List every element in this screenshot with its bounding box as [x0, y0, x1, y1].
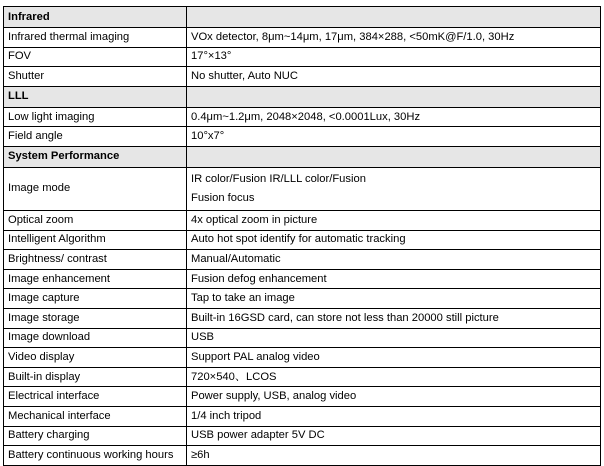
spec-label: Battery continuous working hours	[4, 446, 187, 466]
spec-value: VOx detector, 8μm~14μm, 17μm, 384×288, <50mK@F/1.0, 30Hz	[187, 28, 601, 48]
table-row	[4, 167, 601, 210]
section-title: Infrared	[4, 7, 187, 28]
spec-value-line: IR color/Fusion IR/LLL color/Fusion	[191, 172, 366, 185]
spec-label: Image enhancement	[4, 269, 187, 289]
spec-label: Image mode	[4, 167, 187, 210]
spec-label: Infrared thermal imaging	[4, 28, 187, 48]
spec-value: 4x optical zoom in picture	[187, 210, 601, 230]
spec-label: Intelligent Algorithm	[4, 230, 187, 250]
table-row	[4, 67, 601, 87]
spec-value: Auto hot spot identify for automatic tracking	[187, 230, 601, 250]
spec-value: 720×540、LCOS	[187, 367, 601, 387]
table-row	[4, 47, 601, 67]
spec-value: Support PAL analog video	[187, 348, 601, 368]
table-row	[4, 28, 601, 48]
spec-label: Built-in display	[4, 367, 187, 387]
spec-value: 17°×13°	[187, 47, 601, 67]
spec-label: Optical zoom	[4, 210, 187, 230]
spec-value	[187, 167, 601, 210]
spec-value: 0.4μm~1.2μm, 2048×2048, <0.0001Lux, 30Hz	[187, 107, 601, 127]
spec-label: Low light imaging	[4, 107, 187, 127]
table-row	[4, 446, 601, 466]
spec-label: Mechanical interface	[4, 406, 187, 426]
section-spacer	[187, 7, 601, 28]
table-row	[4, 426, 601, 446]
table-row	[4, 269, 601, 289]
section-header-system-performance	[4, 146, 601, 167]
table-row	[4, 230, 601, 250]
spec-label: Brightness/ contrast	[4, 250, 187, 270]
table-row	[4, 289, 601, 309]
table-row	[4, 406, 601, 426]
spec-value: No shutter, Auto NUC	[187, 67, 601, 87]
spec-label: Video display	[4, 348, 187, 368]
table-row	[4, 387, 601, 407]
spec-value: 10°x7°	[187, 127, 601, 147]
table-row	[4, 308, 601, 328]
spec-value-line: Fusion focus	[191, 191, 255, 204]
spec-label: Image download	[4, 328, 187, 348]
spec-label: Shutter	[4, 67, 187, 87]
spec-value: Tap to take an image	[187, 289, 601, 309]
table-row	[4, 328, 601, 348]
spec-label: FOV	[4, 47, 187, 67]
spec-label: Battery charging	[4, 426, 187, 446]
table-row	[4, 107, 601, 127]
table-row	[4, 210, 601, 230]
spec-value: Built-in 16GSD card, can store not less than 20000 still picture	[187, 308, 601, 328]
spec-value: Fusion defog enhancement	[187, 269, 601, 289]
section-title: System Performance	[4, 146, 187, 167]
section-spacer	[187, 146, 601, 167]
table-row	[4, 127, 601, 147]
spec-value: ≥6h	[187, 446, 601, 466]
spec-label: Field angle	[4, 127, 187, 147]
section-title: LLL	[4, 86, 187, 107]
spec-value: USB power adapter 5V DC	[187, 426, 601, 446]
section-header-infrared	[4, 7, 601, 28]
spec-value: Manual/Automatic	[187, 250, 601, 270]
spec-label: Image storage	[4, 308, 187, 328]
section-spacer	[187, 86, 601, 107]
table-row	[4, 367, 601, 387]
spec-label: Image capture	[4, 289, 187, 309]
table-row	[4, 250, 601, 270]
spec-table	[3, 6, 601, 466]
section-header-lll	[4, 86, 601, 107]
spec-label: Electrical interface	[4, 387, 187, 407]
spec-value: Power supply, USB, analog video	[187, 387, 601, 407]
table-row	[4, 348, 601, 368]
spec-value: USB	[187, 328, 601, 348]
spec-value: 1/4 inch tripod	[187, 406, 601, 426]
